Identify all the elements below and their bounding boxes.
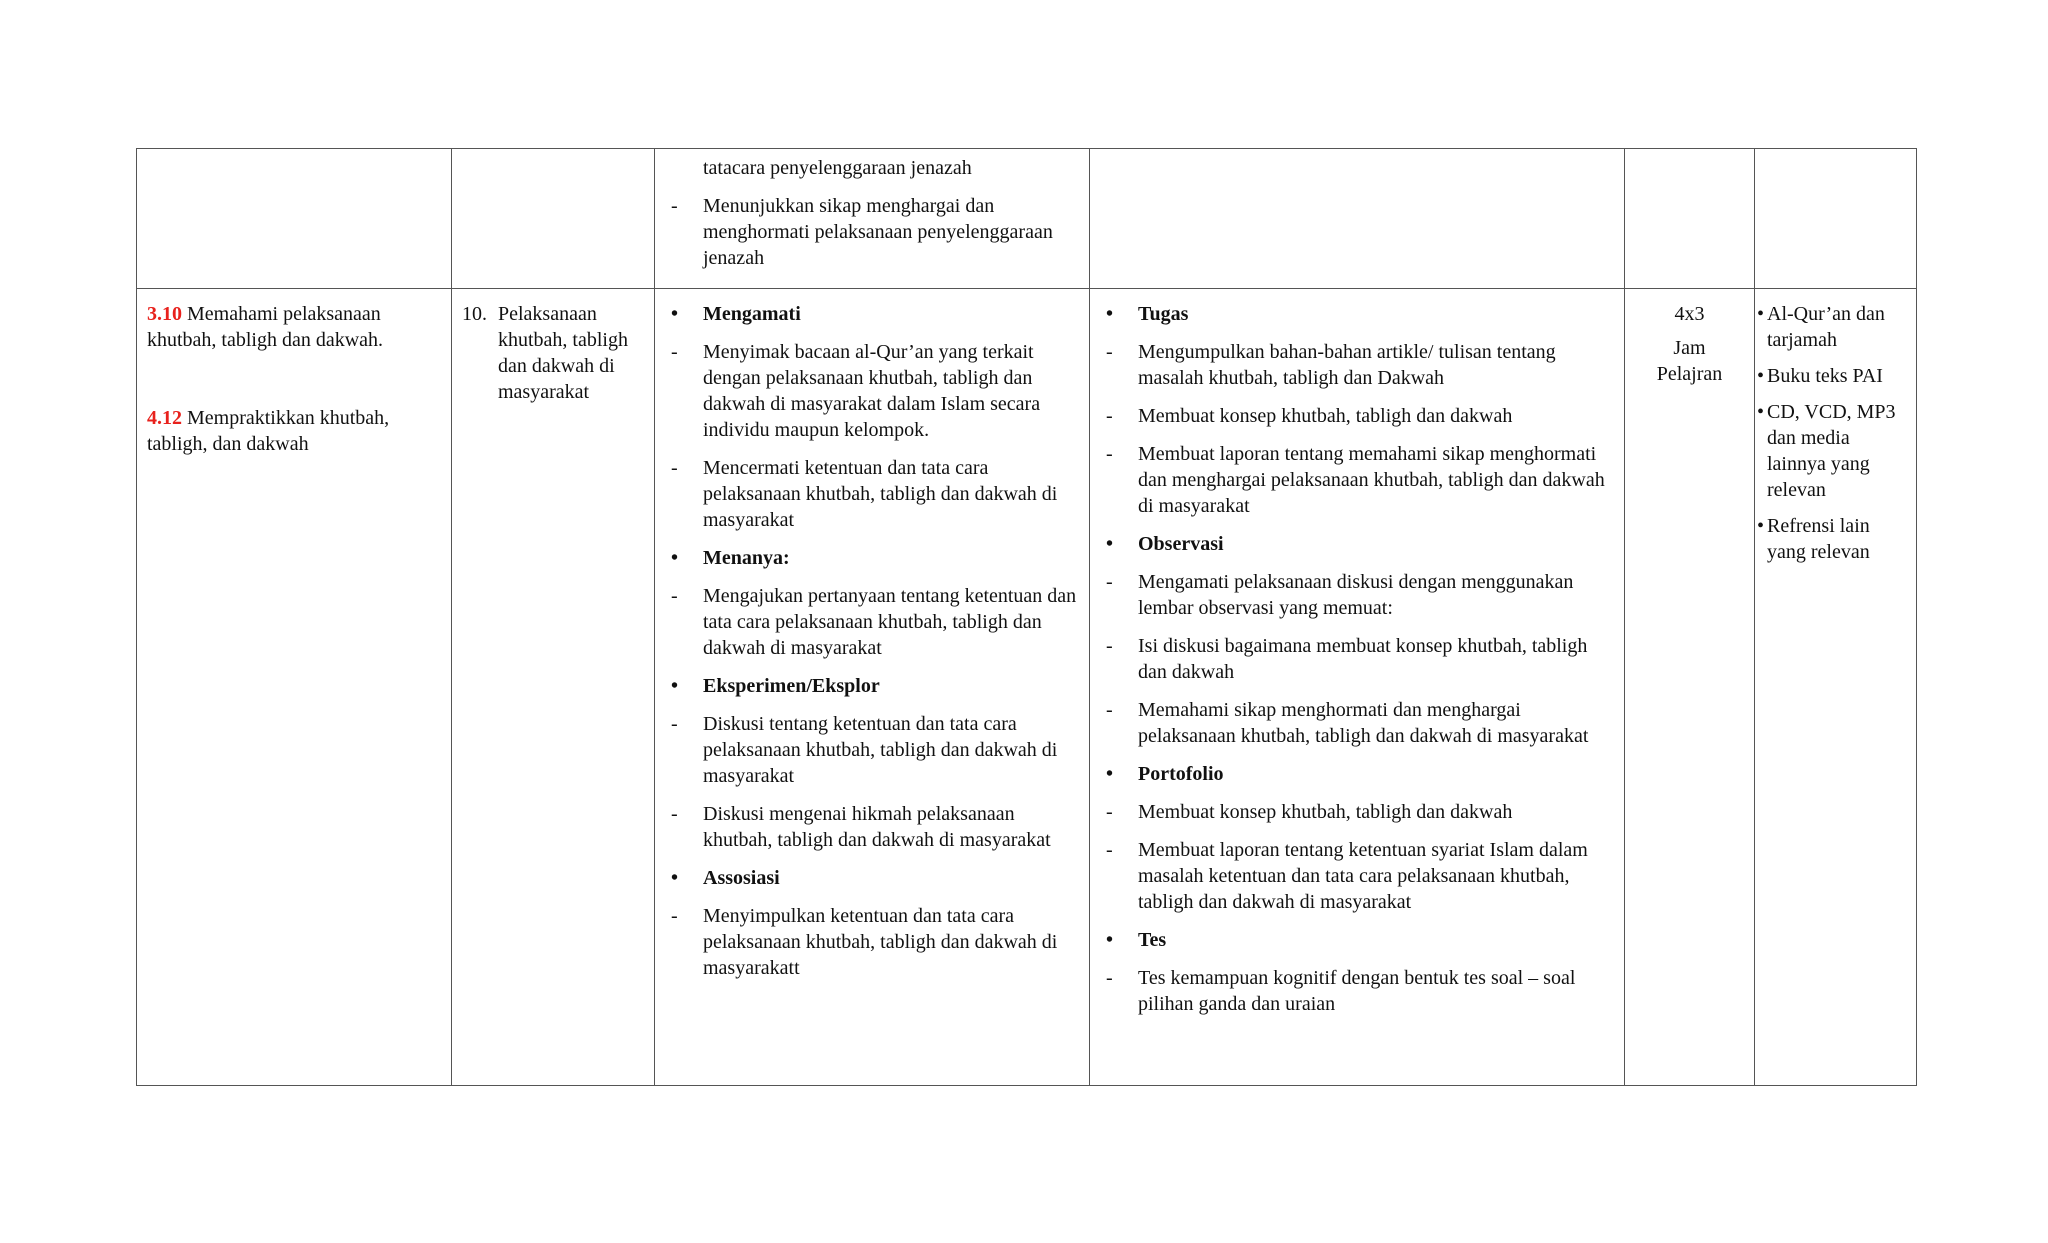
section-heading: • Tes xyxy=(1106,929,1167,951)
section-heading: • Portofolio xyxy=(1106,763,1224,785)
section-heading: • Assosiasi xyxy=(671,867,780,889)
materi-item: 10. Pelaksanaan khutbah, tabligh dan dakwah di masyarakat xyxy=(462,303,628,403)
list-item: - Mengumpulkan bahan-bahan artikle/ tulisan tentang masalah khutbah, tabligh dan Dakwah xyxy=(1106,341,1556,389)
source-item: • Buku teks PAI xyxy=(1757,365,1883,387)
section-heading: • Eksperimen/Eksplor xyxy=(671,675,880,697)
list-item: - Isi diskusi bagaimana membuat konsep khutbah, tabligh dan dakwah xyxy=(1106,635,1588,683)
empty-cell xyxy=(1755,149,1917,289)
sumber-cell xyxy=(1755,289,1917,1086)
activity-text: tatacara penyelenggaraan jenazah xyxy=(703,157,972,179)
list-item: - Menyimak bacaan al-Qur’an yang terkait dengan pelaksanaan khutbah, tabligh dan dakwah di masyarakat dalam Islam secara individu maupun kelompok. xyxy=(671,341,1041,441)
kompetensi-dasar-cell xyxy=(137,289,452,1086)
activities-cell xyxy=(655,149,1090,289)
section-heading: • Menanya: xyxy=(671,547,790,569)
list-item: - Mengajukan pertanyaan tentang ketentuan dan tata cara pelaksanaan khutbah, tabligh dan dakwah di masyarakat xyxy=(671,585,1077,659)
list-item: - Menunjukkan sikap menghargai dan menghormati pelaksanaan penyelenggaraan jenazah xyxy=(671,195,1053,269)
list-item: - Memahami sikap menghormati dan menghargai pelaksanaan khutbah, tabligh dan dakwah di masyarakat xyxy=(1106,699,1589,747)
empty-cell xyxy=(1090,149,1625,289)
kd-item: 4.12 Mempraktikkan khutbah, tabligh, dan dakwah xyxy=(147,407,390,455)
source-item: • Refrensi lain yang relevan xyxy=(1757,515,1870,563)
list-item: - Menyimpulkan ketentuan dan tata cara pelaksanaan khutbah, tabligh dan dakwah di masyarakatt xyxy=(671,905,1058,979)
list-item: - Membuat konsep khutbah, tabligh dan dakwah xyxy=(1106,405,1513,427)
section-heading: • Mengamati xyxy=(671,303,801,325)
list-item: - Tes kemampuan kognitif dengan bentuk tes soal – soal pilihan ganda dan uraian xyxy=(1106,967,1576,1015)
waktu-value: 4x3 xyxy=(1674,303,1705,325)
section-heading: • Observasi xyxy=(1106,533,1224,555)
table-row xyxy=(137,289,1917,1086)
table-row xyxy=(137,149,1917,289)
list-item: - Membuat konsep khutbah, tabligh dan dakwah xyxy=(1106,801,1513,823)
list-item: - Membuat laporan tentang memahami sikap menghormati dan menghargai pelaksanaan khutbah, tabligh dan dakwah di masyarakat xyxy=(1106,443,1605,517)
list-item: - Mengamati pelaksanaan diskusi dengan menggunakan lembar observasi yang memuat: xyxy=(1106,571,1574,619)
materi-cell xyxy=(452,289,655,1086)
waktu-unit: Jam xyxy=(1673,337,1706,359)
source-item: • CD, VCD, MP3 dan media lainnya yang relevan xyxy=(1757,401,1896,501)
empty-cell xyxy=(1625,149,1755,289)
source-item: • Al-Qur’an dan tarjamah xyxy=(1757,303,1885,351)
list-item: - Mencermati ketentuan dan tata cara pelaksanaan khutbah, tabligh dan dakwah di masyarakat xyxy=(671,457,1058,531)
waktu-unit: Pelajran xyxy=(1656,363,1723,385)
section-heading: • Tugas xyxy=(1106,303,1189,325)
list-item: - Diskusi tentang ketentuan dan tata cara pelaksanaan khutbah, tabligh dan dakwah di masyarakat xyxy=(671,713,1058,787)
syllabus-table xyxy=(136,148,1917,1086)
kegiatan-cell xyxy=(655,289,1090,1086)
empty-cell xyxy=(137,149,452,289)
list-item: - Membuat laporan tentang ketentuan syariat Islam dalam masalah ketentuan dan tata cara pelaksanaan khutbah, tabligh dan dakwah di masyarakat xyxy=(1106,839,1588,913)
empty-cell xyxy=(452,149,655,289)
penilaian-cell xyxy=(1090,289,1625,1086)
list-item: - Diskusi mengenai hikmah pelaksanaan khutbah, tabligh dan dakwah di masyarakat xyxy=(671,803,1051,851)
kd-item: 3.10 Memahami pelaksanaan khutbah, tabligh dan dakwah. xyxy=(147,303,384,351)
waktu-cell xyxy=(1625,289,1755,1086)
